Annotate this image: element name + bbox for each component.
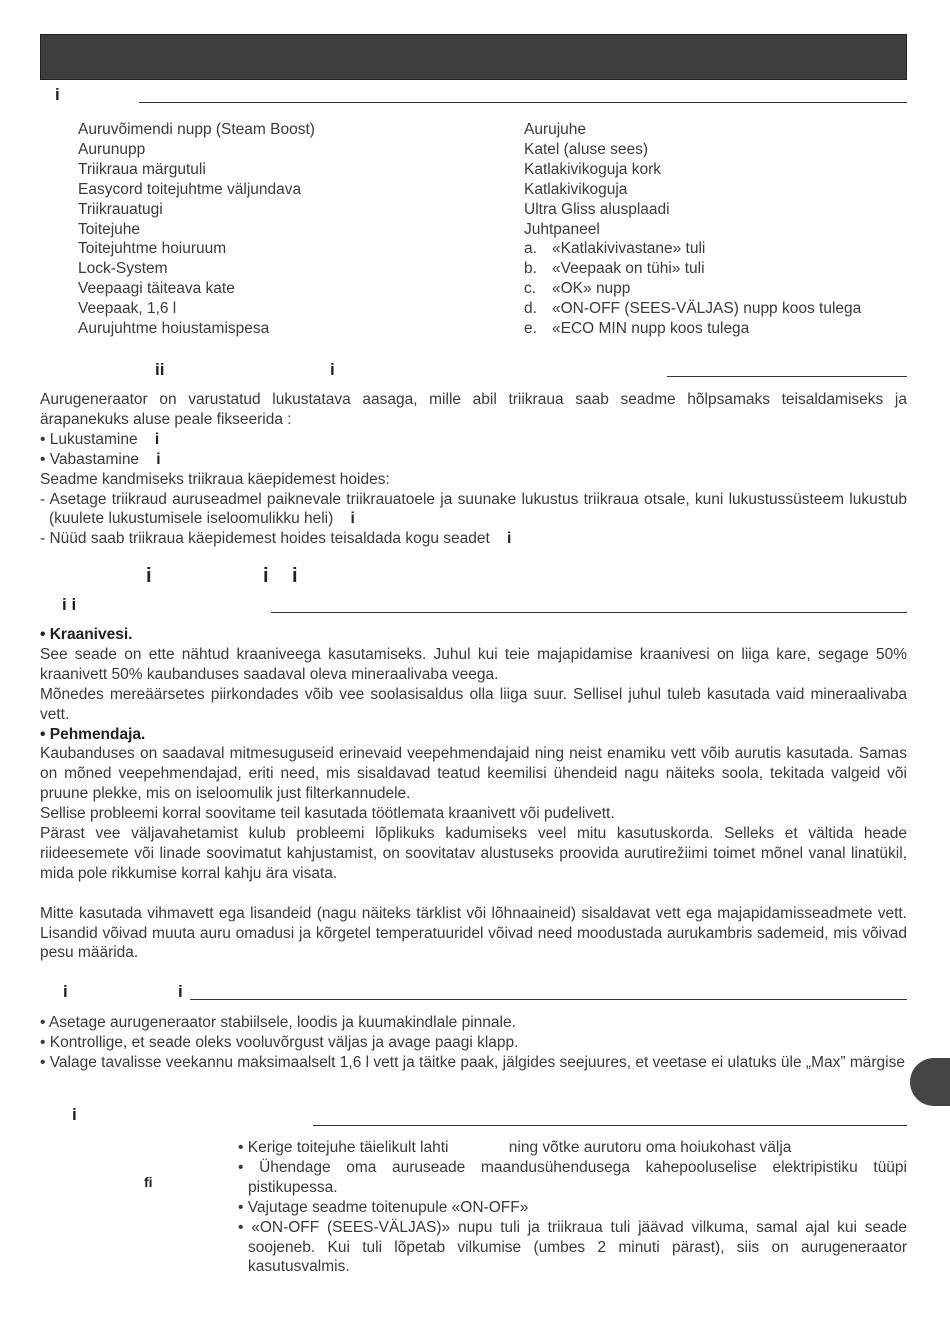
- softener-p2: Sellise probleemi korral soovitame teil kasutada töötlemata kraanivett või pudelivett.: [40, 805, 615, 823]
- step2-fig-ref: i: [507, 530, 512, 548]
- start-step: • Ühendage oma auruseade maandusühendusega kahepooluselise elektripistiku tüüpi pistikupessa.: [238, 1158, 907, 1196]
- parts-list-left: [78, 120, 315, 339]
- part-item: Ultra Gliss alusplaadi: [524, 200, 670, 218]
- part-item: Veepaak, 1,6 l: [78, 300, 177, 318]
- part-item: Katlakivikoguja kork: [524, 160, 661, 178]
- section-marker-water-3: i: [292, 565, 298, 587]
- section-marker-water: i: [146, 565, 152, 587]
- part-item: Aurujuhe: [524, 121, 587, 138]
- section-rule-water: [271, 612, 907, 613]
- tap-water-p1: See seade on ette nähtud kraaniveega kasutamiseks. Juhul kui teie majapidamise kraanivesi on liiga kare, segage 50% kraanivett 50% kaubanduses saadaval oleva mineraalivaba veega.: [40, 645, 907, 683]
- section-rule-lock: [667, 376, 907, 377]
- section-marker-start: i: [72, 1105, 77, 1124]
- control-panel-item: a. «Katlakivivastane» tuli: [524, 240, 706, 258]
- part-item: Katlakivikoguja: [524, 180, 628, 198]
- part-item: Auruvõimendi nupp (Steam Boost): [78, 121, 315, 138]
- part-item: Veepaagi täiteava kate: [78, 280, 235, 298]
- start-step: • Kerige toitejuhe täielikult lahti ning võtke aurutoru oma hoiukohast välja: [238, 1139, 792, 1156]
- start-step: • Vajutage seadme toitenupule «ON-OFF»: [238, 1198, 529, 1216]
- part-item: Juhtpaneel: [524, 220, 600, 238]
- part-item: Aurujuhtme hoiustamispesa: [78, 320, 270, 338]
- lock-section-text: [40, 390, 907, 549]
- section-marker-water-2: i: [263, 565, 269, 587]
- carry-step-1: - Asetage triikraud auruseadmel paiknevale triikrauatoele ja suunake lukustus triikraua otsale, kuni lukustussüsteem lukustub (kuulete lukustumisele iseloomulikku heli): [40, 490, 907, 528]
- fill-step: • Valage tavalisse veekannu maksimaalselt 1,6 l vett ja täitke paak, jälgides seejuures, et veetase ei ulatuks üle „Max” märgise: [40, 1053, 905, 1071]
- part-item: Aurunupp: [78, 140, 146, 158]
- start-step: • «ON-OFF (SEES-VÄLJAS)» nupu tuli ja triikraua tuli jäävad vilkuma, samal ajal kui seade soojeneb. Kui tuli lõpetab vilkumise (umbes 2 minuti pärast), siis on aurugeneraator kasutusvalmis.: [238, 1218, 907, 1276]
- start-steps: [238, 1138, 907, 1277]
- fill-steps: [40, 1013, 907, 1073]
- lock-item: • Lukustamine: [40, 430, 138, 448]
- section-marker-water-sub: i i: [62, 595, 77, 614]
- water-warning: Mitte kasutada vihmavett ega lisandeid (nagu näiteks tärklist või lõhnaaineid) sisaldavat vett ega majapidamisseadmete vett. Lisandid võivad muuta auru omadusi ja kõrgetel temperatuuridel võivad need moodustada aurukambris sademeid, mis võivad pesu määrida.: [40, 904, 907, 962]
- section-marker-lock: ii: [155, 360, 165, 379]
- water-section-text: [40, 625, 907, 963]
- unlock-item: • Vabastamine: [40, 450, 140, 468]
- tap-water-p2: Mõnedes mereäärsetes piirkondades võib vee soolasisaldus olla liiga suur. Sellisel juhul tuleb kasutada vaid mineraalivaba vett.: [40, 685, 907, 723]
- part-item: Toitejuhe: [78, 220, 141, 238]
- control-panel-item: e. «ECO MIN nupp koos tulega: [524, 320, 750, 338]
- carry-step-2: - Nüüd saab triikraua käepidemest hoides teisaldada kogu seadet: [40, 530, 490, 548]
- section-marker-lock-2: i: [330, 360, 335, 379]
- part-item: Toitejuhtme hoiuruum: [78, 240, 227, 258]
- lock-intro: Aurugeneraator on varustatud lukustatava aasaga, mille abil triikraua saab seadme hõlpsamaks teisaldamiseks ja ärapanekuks aluse peale fikseerida :: [40, 391, 907, 428]
- figure-ref: fi: [144, 1174, 153, 1190]
- section-marker-fill: i: [63, 982, 68, 1001]
- unlock-fig-ref: i: [156, 450, 161, 468]
- part-item: Easycord toitejuhtme väljundava: [78, 180, 302, 198]
- control-panel-item: b. «Veepaak on tühi» tuli: [524, 260, 705, 278]
- carry-intro: Seadme kandmiseks triikraua käepidemest hoides:: [40, 470, 390, 488]
- lock-fig-ref: i: [154, 430, 160, 448]
- control-panel-item: c. «OK» nupp: [524, 280, 631, 298]
- header-bar: [40, 34, 907, 80]
- softener-p3: Pärast vee väljavahetamist kulub probleemi lõplikuks kadumiseks veel mitu kasutuskorda. Selleks et vältida heade riideesemete või linade soovimatut kahjustamist, on soovitatav alustuseks proovida aurutirežiimi toimet mõnel vanal linatükil, mida pole rikkumise korral kahju ära visata.: [40, 825, 907, 882]
- part-item: Katel (aluse sees): [524, 140, 649, 158]
- section-rule-fill: [190, 999, 907, 1000]
- fill-step: • Kontrollige, et seade oleks vooluvõrgust väljas ja avage paagi klapp.: [40, 1033, 519, 1051]
- fill-step: • Asetage aurugeneraator stabiilsele, loodis ja kuumakindlale pinnale.: [40, 1014, 516, 1031]
- part-item: Lock-System: [78, 260, 168, 278]
- part-item: Triikrauatugi: [78, 200, 163, 218]
- step1-fig-ref: i: [350, 510, 355, 528]
- softener-p1: Kaubanduses on saadaval mitmesuguseid erinevaid veepehmendajaid ning neist enamiku vett võib aurutis kasutada. Samas on mõned veepehmendajad, eriti need, mis sisaldavad teatud keemilisi ühendeid nagu näiteks soola, tekitada valgeid või pruune plekke, mis on iseloomulik just filterkannudele.: [40, 745, 907, 803]
- control-panel-item: d. «ON-OFF (SEES-VÄLJAS) nupp koos tulega: [524, 300, 862, 318]
- part-item: Triikraua märgutuli: [78, 160, 206, 178]
- section-marker-parts: i: [55, 85, 60, 104]
- page-tab: [910, 1058, 950, 1106]
- tap-water-title: • Kraanivesi.: [40, 626, 133, 643]
- parts-list-right: [524, 120, 861, 339]
- section-marker-fill-2: i: [178, 982, 183, 1001]
- softener-title: • Pehmendaja.: [40, 725, 146, 743]
- section-rule-parts: [139, 102, 907, 103]
- section-rule-start: [313, 1125, 907, 1126]
